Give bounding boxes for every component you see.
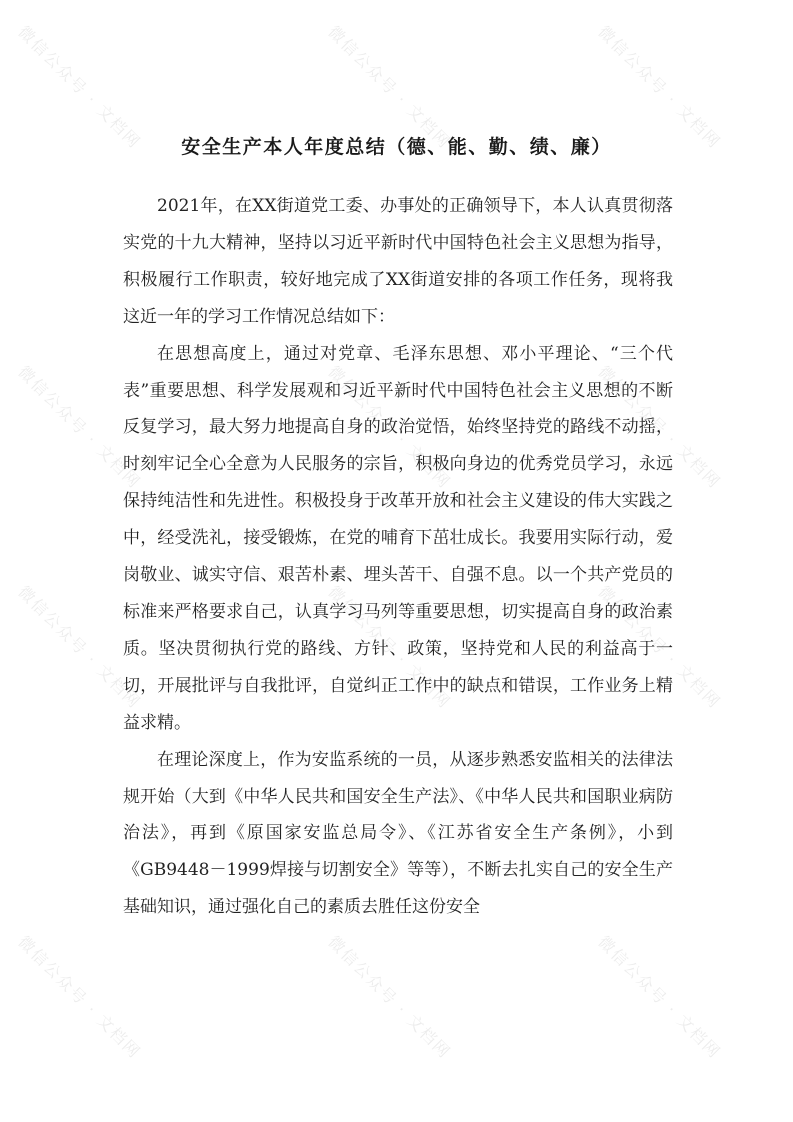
watermark: 微信公众号 · 文档网 [324, 582, 455, 713]
watermark: 微信公众号 · 文档网 [324, 932, 455, 1063]
watermark: 微信公众号 · 文档网 [14, 932, 145, 1063]
paragraph-intro: 2021年，在XX街道党工委、办事处的正确领导下，本人认真贯彻落实党的十九大精神，坚持以习近平新时代中国特色社会主义思想为指导，积极履行工作职责，较好地完成了XX街道安排的各项工作任务，现将我这近一年的学习工作情况总结如下： [123, 196, 673, 327]
document-title: 安全生产本人年度总结（德、能、勤、绩、廉） [181, 136, 612, 158]
paragraph-theory: 在理论深度上，作为安监系统的一员，从逐步熟悉安监相关的法律法规开始（大到《中华人民共和国安全生产法》、《中华人民共和国职业病防治法》，再到《原国家安监总局令》、《江苏省安全生产条例》，小到《GB9448－1999焊接与切割安全》等等），不断去扎实自己的安全生产基础知识，通过强化自己的素质去胜任这份安全 [123, 749, 673, 918]
watermark: 微信公众号 · 文档网 [14, 582, 145, 713]
watermark: 微信公众号 · 文档网 [324, 362, 455, 493]
watermark: 微信公众号 · 文档网 [594, 22, 725, 153]
watermark: 微信公众号 · 文档网 [14, 362, 145, 493]
watermark: 微信公众号 · 文档网 [324, 22, 455, 153]
watermark: 微信公众号 · 文档网 [594, 582, 725, 713]
document-body [123, 188, 673, 926]
paragraph-ideology: 在思想高度上，通过对党章、毛泽东思想、邓小平理论、“三个代表”重要思想、科学发展观和习近平新时代中国特色社会主义思想的不断反复学习，最大努力地提高自身的政治觉悟，始终坚持党的路线不动摇，时刻牢记全心全意为人民服务的宗旨，积极向身边的优秀党员学习，永远保持纯洁性和先进性。积极投身于改革开放和社会主义建设的伟大实践之中，经受洗礼，接受锻炼，在党的哺育下茁壮成长。我要用实际行动，爱岗敬业、诚实守信、艰苦朴素、埋头苦干、自强不息。以一个共产党员的标准来严格要求自己，认真学习马列等重要思想，切实提高自身的政治素质。坚决贯彻执行党的路线、方针、政策，坚持党和人民的利益高于一切，开展批评与自我批评，自觉纠正工作中的缺点和错误，工作业务上精益求精。 [123, 343, 673, 733]
watermark: 微信公众号 · 文档网 [14, 22, 145, 153]
watermark: 微信公众号 · 文档网 [594, 932, 725, 1063]
watermark: 微信公众号 · 文档网 [594, 362, 725, 493]
